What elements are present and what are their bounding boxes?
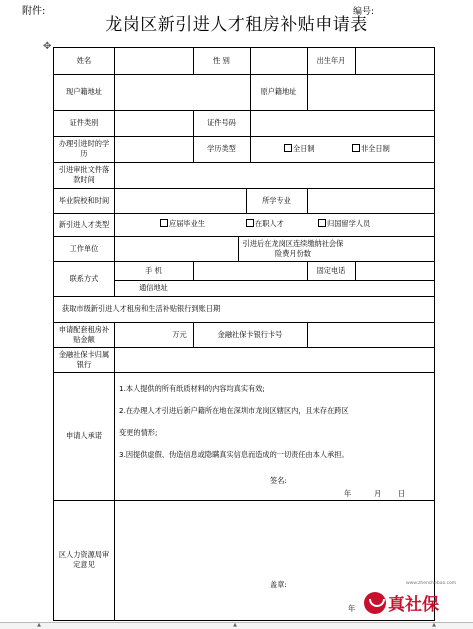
commitment-line-2a: 2.在办理人才引进后新户籍所在地在深圳市龙岗区辖区内，且未存在跨区 bbox=[119, 406, 349, 415]
gender-label: 性 别 bbox=[213, 56, 230, 65]
transfer-approval-date-label: 引进审批文件落款时间 bbox=[58, 165, 110, 184]
talent-type-label: 新引进人才类型 bbox=[58, 219, 110, 229]
commitment-line-3: 3.因提供虚假、伪造信息或隐瞒真实信息而造成的一切责任由本人承担。 bbox=[119, 450, 349, 459]
ruler-marker-icon: ▲ bbox=[37, 622, 41, 628]
commitment-month-label: 月 bbox=[374, 489, 382, 498]
full-time-checkbox[interactable] bbox=[284, 144, 315, 154]
serial-number-label: 编号: bbox=[353, 7, 375, 17]
signature-label: 签名: bbox=[270, 476, 287, 485]
hr-review-label: 区人力资源局审定意见 bbox=[58, 550, 110, 569]
id-type-label: 证件类别 bbox=[69, 118, 99, 127]
fresh-graduate-option-label: 应届毕业生 bbox=[169, 219, 205, 228]
insurance-months-label: 引进后在龙岗区连续缴纳社会保险费月份数 bbox=[242, 238, 344, 258]
card-bank-label: 金融社保卡归属银行 bbox=[58, 349, 110, 369]
unit-wan-label: 万元 bbox=[172, 329, 187, 339]
contact-label: 联系方式 bbox=[69, 273, 99, 283]
checkbox-square-icon bbox=[318, 219, 326, 227]
major-label: 所学专业 bbox=[262, 195, 291, 205]
watermark-brand: 真社保 bbox=[388, 595, 439, 615]
mail-address-label: 通信地址 bbox=[139, 283, 168, 292]
name-label: 姓名 bbox=[76, 56, 92, 65]
landline-label: 固定电话 bbox=[316, 265, 346, 275]
mobile-label: 手 机 bbox=[145, 265, 162, 275]
returnee-option-label: 归国留学人员 bbox=[327, 219, 371, 228]
degree-at-transfer-label: 办理引进时的学历 bbox=[58, 139, 110, 158]
part-time-checkbox[interactable] bbox=[352, 144, 390, 154]
checkbox-square-icon bbox=[160, 219, 168, 227]
original-address-label: 原户籍地址 bbox=[260, 87, 297, 96]
ruler-marker-icon: ▲ bbox=[432, 622, 436, 628]
commitment-year-label: 年 bbox=[344, 489, 352, 498]
employed-talent-option-label: 在职人才 bbox=[255, 219, 284, 228]
employer-label: 工作单位 bbox=[69, 243, 99, 253]
watermark-url: www.zhenshebao.com bbox=[406, 581, 457, 586]
commitment-line-2b: 变更的情形; bbox=[119, 428, 158, 437]
full-time-option-label: 全日制 bbox=[293, 144, 315, 153]
bank-credit-date-label: 获取市级新引进人才租房和生活补贴银行到账日期 bbox=[62, 304, 221, 313]
card-number-label: 金融社保卡银行卡号 bbox=[217, 329, 283, 339]
seal-label: 盖章: bbox=[270, 580, 287, 589]
id-number-label: 证件号码 bbox=[207, 118, 236, 127]
applicant-commitment-label: 申请人承诺 bbox=[66, 431, 102, 440]
birth-date-label: 出生年月 bbox=[316, 56, 346, 65]
brand-logo-icon bbox=[364, 592, 386, 614]
review-year-label: 年 bbox=[348, 604, 356, 613]
checkbox-square-icon bbox=[352, 144, 360, 152]
registered-address-label: 现户籍地址 bbox=[66, 87, 102, 96]
returnee-checkbox[interactable] bbox=[318, 219, 370, 229]
commitment-day-label: 日 bbox=[398, 489, 406, 498]
fresh-graduate-checkbox[interactable] bbox=[160, 219, 205, 229]
attachment-label: 附件: bbox=[22, 6, 46, 17]
checkbox-square-icon bbox=[284, 144, 292, 152]
form-title: 龙岗区新引进人才租房补贴申请表 bbox=[105, 15, 368, 35]
employed-talent-checkbox[interactable] bbox=[246, 219, 284, 229]
subsidy-amount-label: 申请配套租房补贴金额 bbox=[58, 324, 110, 344]
ruler-marker-icon: ▲ bbox=[233, 622, 237, 628]
table-move-handle-icon[interactable]: ✥ bbox=[43, 41, 52, 52]
part-time-option-label: 非全日制 bbox=[361, 144, 390, 153]
school-and-date-label: 毕业院校和时间 bbox=[58, 195, 110, 205]
degree-type-label: 学历类型 bbox=[207, 144, 236, 153]
checkbox-square-icon bbox=[246, 219, 254, 227]
commitment-line-1: 1.本人提供的所有纸质材料的内容均真实有效; bbox=[119, 384, 265, 393]
